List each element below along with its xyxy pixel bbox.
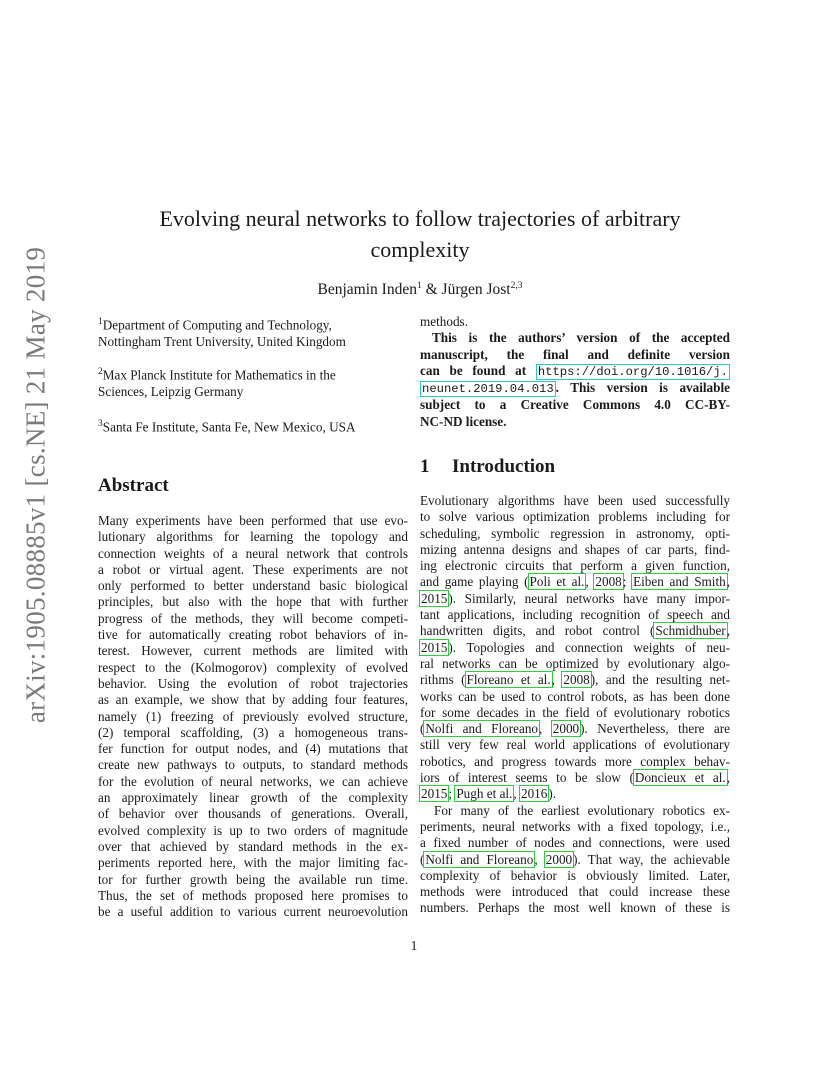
abstract-body bbox=[98, 513, 408, 920]
affiliation-3-sup: 3 bbox=[98, 419, 103, 429]
abstract-line: lutionary algorithms for learning the topology and bbox=[98, 529, 408, 545]
abstract-line: as an example, we show that by adding four features, bbox=[98, 692, 408, 708]
intro-text: ( bbox=[420, 721, 425, 737]
author-separator: & bbox=[421, 281, 442, 299]
intro-line: methods were introduced that could increase these bbox=[420, 884, 730, 900]
abstract-line: over that achieved by standard methods in the ex- bbox=[98, 838, 408, 854]
citation-schmidhuber[interactable]: Schmidhuber bbox=[655, 623, 726, 639]
arxiv-stamp-text: arXiv:1905.08885v1 [cs.NE] 21 May 2019 bbox=[20, 246, 51, 724]
citation-doncieux-year[interactable]: 2015 bbox=[421, 786, 448, 802]
intro-text: , bbox=[513, 786, 520, 802]
intro-text: ). bbox=[548, 786, 557, 802]
abstract-line: periments reported here, with the major limiting fac- bbox=[98, 855, 408, 871]
intro-line: Evolutionary algorithms have been used successfully bbox=[420, 493, 730, 508]
intro-text: , bbox=[726, 623, 730, 639]
affiliation-2 bbox=[98, 364, 403, 400]
abstract-line: Thus, the set of methods proposed here promises to bbox=[98, 887, 408, 903]
page-number: 1 bbox=[410, 938, 418, 953]
title-line-1: Evolving neural networks to follow trajectories of arbitrary bbox=[159, 206, 681, 231]
intro-text: and game playing ( bbox=[420, 574, 529, 590]
intro-text: ; bbox=[448, 786, 456, 802]
intro-text: , bbox=[726, 574, 730, 590]
author-2-sup: 2,3 bbox=[510, 281, 523, 291]
affiliation-2-sup: 2 bbox=[98, 367, 103, 377]
intro-text: , bbox=[726, 770, 730, 786]
intro-heading bbox=[420, 456, 555, 478]
abstract-line: an approximately linear growth of the complexity bbox=[98, 790, 408, 806]
right-column-top bbox=[420, 314, 730, 430]
intro-line: scheduling, symbolic regression in astronomy, opti- bbox=[420, 525, 730, 541]
abstract-line: be a useful addition to various current neuroevolution bbox=[98, 904, 408, 920]
abstract-line: Many experiments have been performed that use evo- bbox=[98, 513, 408, 528]
intro-line: tant applications, including recognition of speech and bbox=[420, 607, 730, 623]
intro-text: ( bbox=[420, 851, 425, 867]
intro-line bbox=[420, 770, 730, 786]
intro-line: complexity of behavior is obviously limited. Later, bbox=[420, 867, 730, 883]
abstract-line: namely (1) freezing of previously evolved structure, bbox=[98, 708, 408, 724]
citation-eiben[interactable]: Eiben and Smith bbox=[633, 574, 726, 590]
intro-line bbox=[420, 672, 730, 688]
doi-link-part2[interactable]: neunet.2019.04.013 bbox=[422, 382, 554, 397]
intro-line bbox=[420, 786, 730, 802]
intro-line bbox=[420, 574, 730, 590]
abstract-line: tor for further growth being the available run time. bbox=[98, 871, 408, 887]
notice-line bbox=[420, 363, 730, 380]
intro-text: ), and the resulting net- bbox=[590, 672, 730, 688]
citation-nolfi-2[interactable]: Nolfi and Floreano bbox=[425, 851, 534, 867]
title-line-2: complexity bbox=[370, 237, 470, 262]
intro-line: ral networks can be optimized by evolutionary algo- bbox=[420, 655, 730, 671]
citation-eiben-year[interactable]: 2015 bbox=[421, 590, 448, 606]
intro-text: ). Similarly, neural networks have many impor- bbox=[448, 590, 730, 606]
intro-line bbox=[420, 721, 730, 737]
intro-text: iors of interest seems to be slow ( bbox=[420, 770, 634, 786]
notice-line: This is the authors’ version of the accepted bbox=[432, 330, 730, 346]
abstract-line: of behavior over thousands of generations. Overall, bbox=[98, 806, 408, 822]
notice-text: . This version is available bbox=[555, 380, 730, 396]
citation-nolfi-year[interactable]: 2000 bbox=[552, 721, 580, 737]
intro-line: to solve various optimization problems including for bbox=[420, 509, 730, 525]
abstract-line: progress of the methods, they will become competi- bbox=[98, 610, 408, 626]
affiliation-1-line1: Department of Computing and Technology, bbox=[102, 317, 332, 333]
intro-text: , bbox=[585, 574, 595, 590]
citation-floreano[interactable]: Floreano et al. bbox=[466, 672, 551, 688]
affiliation-2-line2: Sciences, Leipzig Germany bbox=[98, 384, 244, 400]
citation-pugh[interactable]: Pugh et al. bbox=[456, 786, 513, 802]
affiliation-3-line1: Santa Fe Institute, Santa Fe, New Mexico, USA bbox=[102, 419, 356, 435]
intro-line: numbers. Perhaps the most well known of these is bbox=[420, 900, 730, 916]
arxiv-stamp bbox=[14, 246, 58, 724]
affiliation-1 bbox=[98, 314, 403, 350]
intro-line: For many of the earliest evolutionary robotics ex- bbox=[434, 802, 730, 818]
citation-poli[interactable]: Poli et al. bbox=[529, 574, 585, 590]
intro-line bbox=[420, 640, 730, 656]
intro-text: ). That way, the achievable bbox=[573, 851, 731, 867]
abstract-line: behavior. Using the evolution of robot trajectories bbox=[98, 675, 408, 691]
author-1-sup: 1 bbox=[416, 281, 422, 291]
intro-text: rithms ( bbox=[420, 672, 466, 688]
intro-text: ; bbox=[622, 574, 633, 590]
citation-doncieux[interactable]: Doncieux et al. bbox=[634, 770, 726, 786]
intro-line: mizing antenna designs and shapes of car parts, find- bbox=[420, 541, 730, 557]
intro-body bbox=[420, 493, 730, 917]
abstract-continuation: methods. bbox=[420, 314, 468, 329]
intro-line bbox=[420, 852, 730, 868]
abstract-line: terest. However, current methods are limited with bbox=[98, 643, 408, 659]
intro-line bbox=[420, 623, 730, 639]
notice-line: NC-ND license. bbox=[420, 413, 507, 429]
abstract-line: a robot or virtual agent. These experiments are not bbox=[98, 561, 408, 577]
intro-text: , bbox=[551, 672, 563, 688]
intro-line: robotics, and progress towards more complex behav- bbox=[420, 753, 730, 769]
intro-line: a fixed number of nodes and connections, were used bbox=[420, 835, 730, 851]
citation-nolfi-2-year[interactable]: 2000 bbox=[545, 851, 573, 867]
affiliation-1-sup: 1 bbox=[98, 317, 103, 327]
abstract-line: evolved complexity is up to two orders of magnitude bbox=[98, 822, 408, 838]
intro-line: periments, neural networks with a fixed topology, i.e., bbox=[420, 818, 730, 834]
doi-link-part1[interactable]: https://doi.org/10.1016/j. bbox=[537, 364, 728, 379]
abstract-line: only performed to better understand basic biological bbox=[98, 578, 408, 594]
intro-text: , bbox=[539, 721, 552, 737]
affiliation-1-line2: Nottingham Trent University, United Kingdom bbox=[98, 334, 346, 350]
intro-line: for some decades in the field of evolutionary robotics bbox=[420, 704, 730, 720]
notice-text: can be found at bbox=[420, 362, 536, 378]
intro-text: , bbox=[534, 851, 545, 867]
intro-text: ). Topologies and connection weights of neu- bbox=[448, 639, 730, 655]
author-2: Jürgen Jost bbox=[441, 281, 511, 299]
intro-line: ing electronic circuits that perform a given function, bbox=[420, 558, 730, 574]
notice-line: manuscript, the final and definite version bbox=[420, 346, 730, 362]
abstract-line: create new pathways to outputs, to standard methods bbox=[98, 757, 408, 773]
intro-heading-text: Introduction bbox=[452, 456, 556, 477]
abstract-line: (2) temporal scaffolding, (3) a homogeneous trans- bbox=[98, 724, 408, 740]
intro-line: works can be used to control robots, as has been done bbox=[420, 688, 730, 704]
abstract-line: respect to the (Kolmogorov) complexity of evolved bbox=[98, 659, 408, 675]
abstract-line: for the evolution of neural networks, we can achieve bbox=[98, 773, 408, 789]
author-1: Benjamin Inden bbox=[317, 281, 417, 299]
intro-text: handwritten digits, and robot control ( bbox=[420, 623, 655, 639]
abstract-line: connection weights of a neural network that controls bbox=[98, 545, 408, 561]
abstract-line: principles, but also with the hope that with further bbox=[98, 594, 408, 610]
abstract-line: fer function for output nodes, and (4) mutations that bbox=[98, 741, 408, 757]
abstract-line: tive for automatically creating robot behaviors of in- bbox=[98, 627, 408, 643]
citation-nolfi[interactable]: Nolfi and Floreano bbox=[425, 721, 539, 737]
intro-line: still very few real world applications of evolutionary bbox=[420, 737, 730, 753]
intro-text: ). Nevertheless, there are bbox=[580, 721, 730, 737]
author-line bbox=[110, 281, 730, 299]
notice-line: subject to a Creative Commons 4.0 CC-BY- bbox=[420, 397, 730, 413]
abstract-heading: Abstract bbox=[98, 475, 169, 496]
citation-pugh-year[interactable]: 2016 bbox=[520, 786, 548, 802]
citation-schmidhuber-year[interactable]: 2015 bbox=[421, 639, 448, 655]
affiliation-2-line1: Max Planck Institute for Mathematics in the bbox=[102, 367, 336, 383]
notice-line bbox=[420, 380, 730, 397]
paper-title bbox=[110, 203, 730, 265]
citation-poli-year[interactable]: 2008 bbox=[595, 574, 622, 590]
citation-floreano-year[interactable]: 2008 bbox=[563, 672, 590, 688]
intro-heading-number: 1 bbox=[420, 456, 430, 477]
affiliation-3 bbox=[98, 416, 403, 435]
intro-line bbox=[420, 591, 730, 607]
